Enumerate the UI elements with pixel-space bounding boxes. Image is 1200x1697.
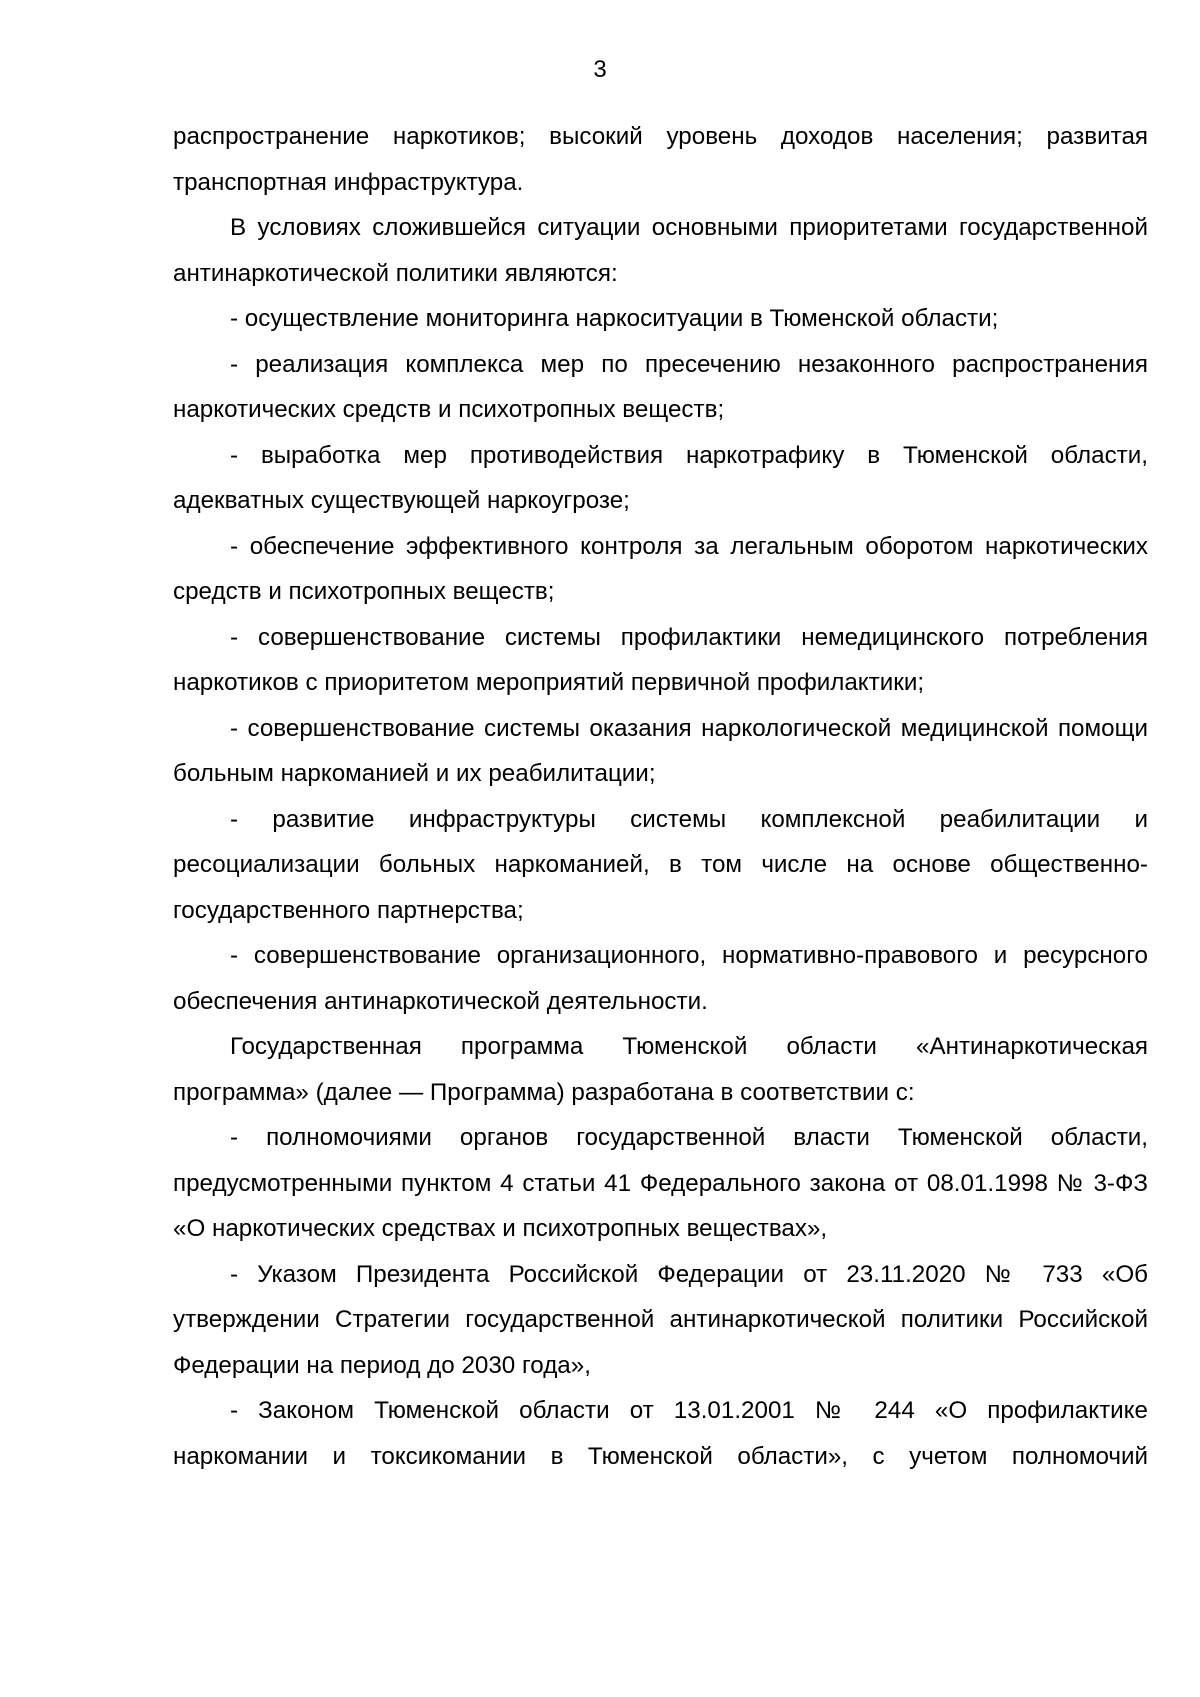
document-body	[173, 114, 1148, 1479]
list-item-monitoring: - осуществление мониторинга наркоситуации в Тюменской области;	[230, 305, 999, 332]
list-item-prevention: - совершенствование системы профилактики немедицинского потребления наркотиков с приоритетом мероприятий первичной профилактики;	[173, 623, 1148, 696]
list-item-regional-law: - Законом Тюменской области от 13.01.2001 № 244 «О профилактике наркомании и токсикомании в Тюменской области», с учетом полномочий	[173, 1397, 1148, 1470]
paragraph-program-basis: Государственная программа Тюменской области «Антинаркотическая программа» (далее — Программа) разработана в соответствии с:	[173, 1033, 1148, 1106]
list-item-presidential-decree: - Указом Президента Российской Федерации от 23.11.2020 № 733 «Об утверждении Стратегии государственной антинаркотической политики Российской Федерации на период до 2030 года»,	[173, 1260, 1148, 1379]
list-item-legal-control: - обеспечение эффективного контроля за легальным оборотом наркотических средств и психотропных веществ;	[173, 532, 1148, 605]
page-number: 3	[593, 56, 607, 83]
paragraph-priorities-intro: В условиях сложившейся ситуации основными приоритетами государственной антинаркотической политики являются:	[173, 214, 1148, 287]
paragraph-intro-continuation: распространение наркотиков; высокий уровень доходов населения; развитая транспортная инфраструктура.	[173, 123, 1148, 196]
list-item-rehabilitation: - развитие инфраструктуры системы комплексной реабилитации и ресоциализации больных наркоманией, в том числе на основе общественно-государственного партнерства;	[173, 805, 1148, 924]
list-item-suppression: - реализация комплекса мер по пресечению незаконного распространения наркотических средств и психотропных веществ;	[173, 350, 1148, 423]
list-item-drug-trafficking: - выработка мер противодействия наркотрафику в Тюменской области, адекватных существующей наркоугрозе;	[173, 441, 1148, 514]
list-item-medical-help: - совершенствование системы оказания наркологической медицинской помощи больным наркоманией и их реабилитации;	[173, 714, 1148, 787]
list-item-resources: - совершенствование организационного, нормативно-правового и ресурсного обеспечения антинаркотической деятельности.	[173, 942, 1148, 1015]
list-item-federal-law: - полномочиями органов государственной власти Тюменской области, предусмотренными пунктом 4 статьи 41 Федерального закона от 08.01.1998 № 3-ФЗ «О наркотических средствах и психотропных веществах»,	[173, 1124, 1148, 1242]
